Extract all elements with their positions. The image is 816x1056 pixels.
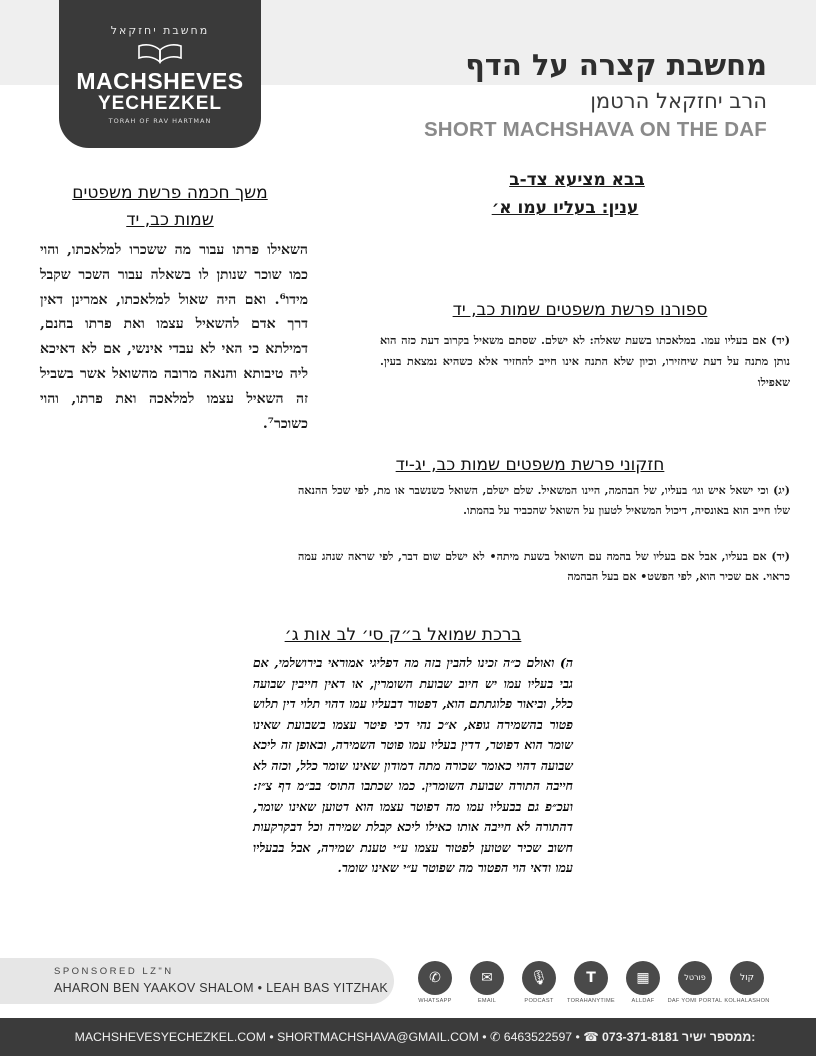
whatsapp-small-icon: ✆ (490, 1030, 504, 1044)
sforno-title: ספורנו פרשת משפטים שמות כב, יד (452, 300, 708, 320)
sponsor-names: AHARON BEN YAAKOV SHALOM • LEAH BAS YITZHAK (54, 981, 389, 995)
kolhalashon-icon[interactable]: קול (730, 961, 764, 995)
sforno-text: (יד) אם בעליו עמו. במלאכתו בשעת שאלה: לא ישלם. שסתם משאיל בקרוב דעת כזה הוא נותן מתנה על דעת שיחזירו, וכיון שלא התנה אינו חייב להחזיר אלא כשהיא נמצאת בעין. שאפילו (380, 333, 790, 389)
meshech-chochma-reference: שמות כב, יד (126, 210, 214, 230)
page-title-hebrew: מחשבת קצרה על הדף (465, 48, 767, 82)
phone-icon: ☎ (583, 1030, 603, 1044)
email-label: EMAIL (477, 998, 497, 1004)
dafyomiportal-icon[interactable]: פורטל (678, 961, 712, 995)
chizkuni-title: חזקוני פרשת משפטים שמות כב, יג-יד (395, 455, 665, 475)
footer-contact (20, 1030, 810, 1044)
website-link[interactable]: MACHSHEVESYECHEZKEL.COM (74, 1030, 266, 1044)
chizkuni-text-13: (יג) וכי ישאל איש וגו׳ בעליו, של הבהמה, היינו המשאיל. שלם ישלם, השואל כשנשבר או מת, לפי שכל ההנאה שלו חייב הוא באונסיה, דיכול המשאיל לטעון על השואל שהכביד על בהמתו. (298, 484, 790, 517)
kolhalashon-label: KOLHALASHON (724, 998, 770, 1004)
meshech-chochma-title: משך חכמה פרשת משפטים (72, 183, 268, 203)
page-title-english: SHORT MACHSHAVA ON THE DAF (423, 118, 767, 141)
email-icon[interactable]: ✉ (470, 961, 504, 995)
separator-dot: • (482, 1030, 490, 1044)
separator-dot: • (575, 1030, 584, 1044)
podcast-icon[interactable]: 🎙 (522, 961, 556, 995)
dafyomiportal-label: DAF YOMI PORTAL (667, 998, 723, 1004)
phone-number[interactable]: 073-371-8181 (602, 1030, 679, 1044)
meshech-chochma-text: השאילו פרתו עבור מה ששכרו למלאכתו, והוי כמו שוכר שנותן לו בשאלה עבור השכר שקבל מידו⁶. ואם היה שאול למלאכתו, אמרינן דאין דרך אדם להשאיל עצמו ואת פרתו בחנם, דמילתא כי האי לא עבדי אינשי, אם לא דאיכא ליה טיבותא והנאה מרובה מהשואל אשר בשביל זה השאיל עצמו למלאכה ואת פרתו, והוי כשוכר⁷. (40, 242, 308, 432)
logo[interactable] (59, 0, 261, 148)
alldaf-label: ALLDAF (631, 998, 655, 1004)
daf-topic: ענין: בעליו עמו א׳ (491, 198, 639, 218)
logo-yechezkel: YECHEZKEL (97, 93, 223, 114)
whatsapp-number[interactable]: 6463522597 (503, 1030, 573, 1044)
separator-dot: • (269, 1030, 278, 1044)
open-book-icon (137, 42, 183, 64)
daf-reference: בבא מציעא צד-ב (509, 170, 645, 190)
torahanytime-icon[interactable]: T (574, 961, 608, 995)
alldaf-icon[interactable]: ▦ (626, 961, 660, 995)
torahanytime-label: TORAHANYTIME (567, 998, 615, 1004)
logo-hebrew-text: מחשבת יחזקאל (110, 24, 210, 37)
email-link[interactable]: SHORTMACHSHAVA@GMAIL.COM (277, 1030, 479, 1044)
birkas-shmuel-title: ברכת שמואל ב״ק סי׳ לב אות ג׳ (284, 625, 522, 645)
sponsor-label: SPONSORED LZ"N (54, 966, 174, 977)
logo-machsheves: MACHSHEVES (76, 68, 244, 94)
whatsapp-icon[interactable]: ✆ (418, 961, 452, 995)
podcast-label: PODCAST (524, 998, 554, 1004)
chizkuni-text-14: (יד) אם בעליו, אבל אם בעליו של בהמה עם השואל בשעת מיתה• לא ישלם שום דבר, לפי שראה שנהג עמה כראוי. אם שכיר הוא, לפי הפשט• אם בעל הבהמה (298, 550, 790, 583)
author-name-hebrew: הרב יחזקאל הרטמן (590, 89, 767, 113)
birkas-shmuel-text: ה) ואולם כ״ה זכינו להבין בזה מה דפליגי אמוראי בירושלמי, אם גבי בעליו עמו יש חיוב שבועת השומרין, או דאין חייבין שבועה כלל, וביאור פלוגתתם הוא, דפטור דבעליו עמו דהוי תלוי דין תלוש פטור בהשמירה גופא, א״כ נהי דכי פיטר עצמו בשבועת שאינו שומר הוא דפוטר, דדין בעליו עמו פוטר השמירה, ובאופן זה ליכא שבועה דהוי כאומר שכורה מתה דמודון שאינו שומר כלל, וכזה לא חייבה התורה שבועת השומרין. כמו שכתבו התוס׳ בב״מ דף צ״ז: ועכ״פ גם בבעליו עמו מה דפוטר עצמו הוא דטוען שאינו שומר, דהתורה לא חייבה אותו כאילו ליכא קבלת שמירה וכל דבקרקעות חשוב שכיר שטוען לפטור עצמו ע״י טענת שמירה, אבל בבעליו עמו ודאי הוי הפטור מה שפוטר ע״י שאינו שומר. (253, 655, 573, 875)
direct-number-label: ממספר ישיר: (682, 1030, 756, 1044)
whatsapp-label: WHATSAPP (418, 998, 452, 1004)
logo-tagline: TORAH OF RAV HARTMAN (108, 117, 212, 125)
